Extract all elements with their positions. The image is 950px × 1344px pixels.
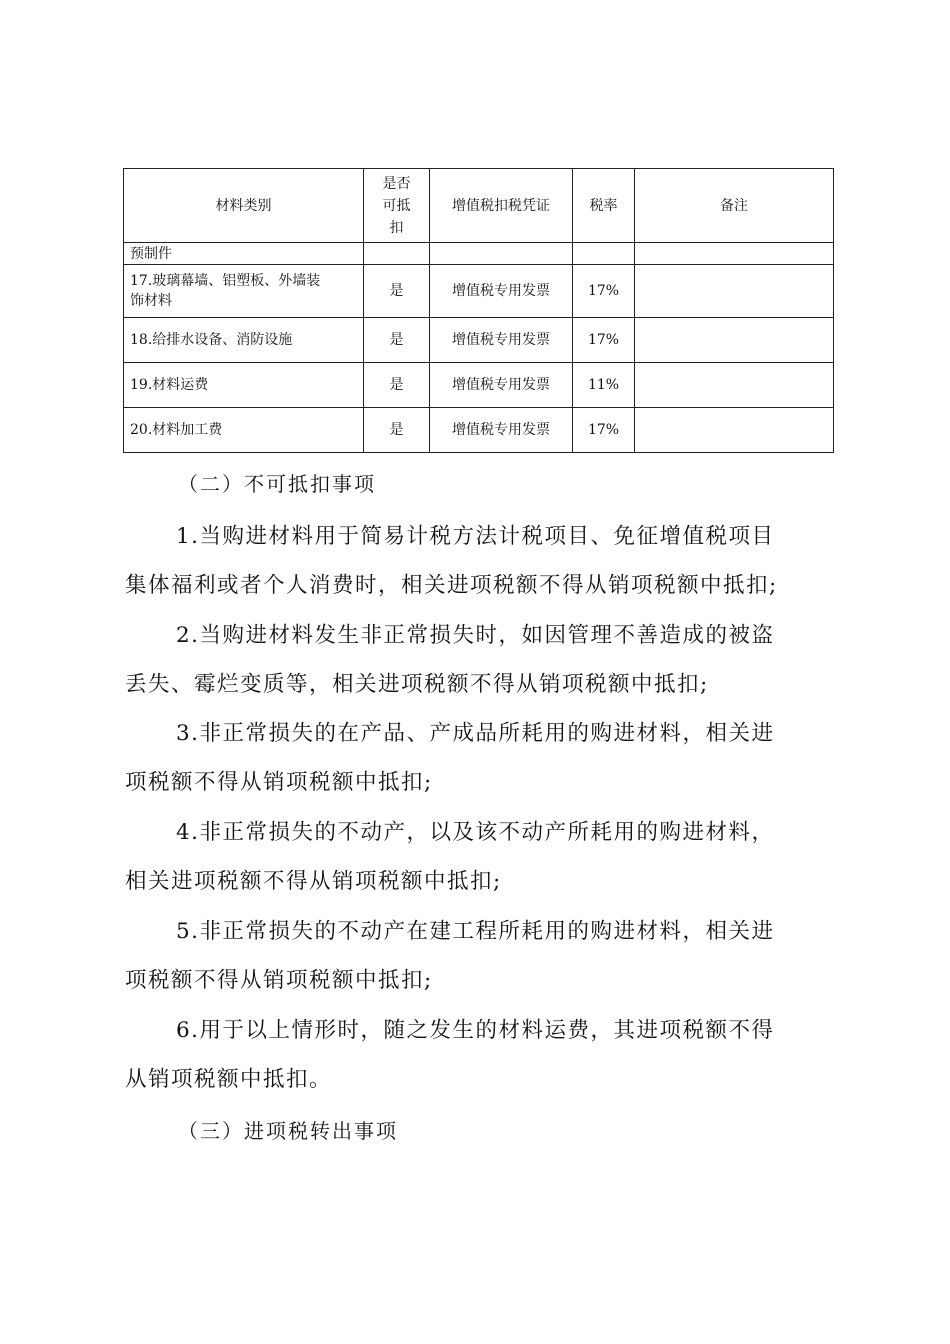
paragraph-line: 3.非正常损失的在产品、产成品所耗用的购进材料，相关进 — [176, 721, 775, 746]
header-deductible — [364, 169, 430, 243]
cell-category: 20.材料加工费 — [124, 408, 364, 453]
cell-rate — [573, 243, 635, 265]
paragraph-line: 从销项税额中抵扣。 — [125, 1067, 333, 1092]
cell-voucher: 增值税专用发票 — [430, 318, 573, 363]
cell-remark — [635, 243, 834, 265]
cell-rate: 17% — [573, 318, 635, 363]
cell-deductible — [364, 243, 430, 265]
paragraph-line: 相关进项税额不得从销项税额中抵扣; — [125, 869, 502, 894]
cell-voucher: 增值税专用发票 — [430, 363, 573, 408]
cell-remark — [635, 408, 834, 453]
cell-deductible: 是 — [364, 363, 430, 408]
cell-rate: 17% — [573, 265, 635, 318]
paragraph-item-4 — [125, 808, 837, 906]
header-remark: 备注 — [635, 169, 834, 243]
paragraph-line: 4.非正常损失的不动产，以及该不动产所耗用的购进材料， — [176, 820, 775, 845]
paragraph-line: 集体福利或者个人消费时，相关进项税额不得从销项税额中抵扣; — [125, 573, 778, 598]
header-deductible-line: 可抵 — [382, 197, 411, 214]
section-title-non-deductible: （二）不可抵扣事项 — [178, 472, 376, 496]
paragraph-line: 2.当购进材料发生非正常损失时，如因管理不善造成的被盗 — [176, 623, 775, 648]
cell-category: 18.给排水设备、消防设施 — [124, 318, 364, 363]
cell-remark — [635, 318, 834, 363]
table-row — [124, 243, 834, 265]
header-deductible-line: 是否 — [382, 175, 411, 192]
header-deductible-line: 扣 — [389, 219, 404, 236]
cell-voucher — [430, 243, 573, 265]
paragraph-line: 5.非正常损失的不动产在建工程所耗用的购进材料，相关进 — [176, 919, 775, 944]
header-category: 材料类别 — [124, 169, 364, 243]
cell-remark — [635, 265, 834, 318]
table-row — [124, 318, 834, 363]
paragraph-line: 项税额不得从销项税额中抵扣; — [125, 968, 433, 993]
header-voucher: 增值税扣税凭证 — [430, 169, 573, 243]
paragraph-line: 1.当购进材料用于简易计税方法计税项目、免征增值税项目 — [176, 524, 775, 549]
paragraph-line: 丢失、霉烂变质等，相关进项税额不得从销项税额中抵扣; — [125, 672, 709, 697]
paragraph-item-2 — [125, 611, 837, 709]
table-row — [124, 408, 834, 453]
material-tax-table — [123, 168, 834, 453]
table-row — [124, 265, 834, 318]
paragraph-item-6 — [125, 1006, 837, 1104]
cell-rate: 17% — [573, 408, 635, 453]
cell-deductible: 是 — [364, 265, 430, 318]
cell-category: 19.材料运费 — [124, 363, 364, 408]
table-header-row — [124, 169, 834, 243]
paragraph-item-1 — [125, 512, 837, 610]
paragraph-item-3 — [125, 709, 837, 807]
header-rate: 税率 — [573, 169, 635, 243]
cell-deductible: 是 — [364, 318, 430, 363]
cell-deductible: 是 — [364, 408, 430, 453]
cell-category-line: 17.玻璃幕墙、铝塑板、外墙装 — [130, 273, 321, 289]
cell-category — [124, 265, 364, 318]
cell-category-line: 饰材料 — [130, 293, 172, 309]
paragraph-line: 项税额不得从销项税额中抵扣; — [125, 770, 433, 795]
paragraph-line: 6.用于以上情形时，随之发生的材料运费，其进项税额不得 — [176, 1018, 775, 1043]
paragraph-item-5 — [125, 907, 837, 1005]
cell-category: 预制件 — [124, 243, 364, 265]
table-row — [124, 363, 834, 408]
section-title-input-tax-transfer: （三）进项税转出事项 — [178, 1119, 398, 1143]
cell-remark — [635, 363, 834, 408]
cell-voucher: 增值税专用发票 — [430, 265, 573, 318]
cell-voucher: 增值税专用发票 — [430, 408, 573, 453]
cell-rate: 11% — [573, 363, 635, 408]
